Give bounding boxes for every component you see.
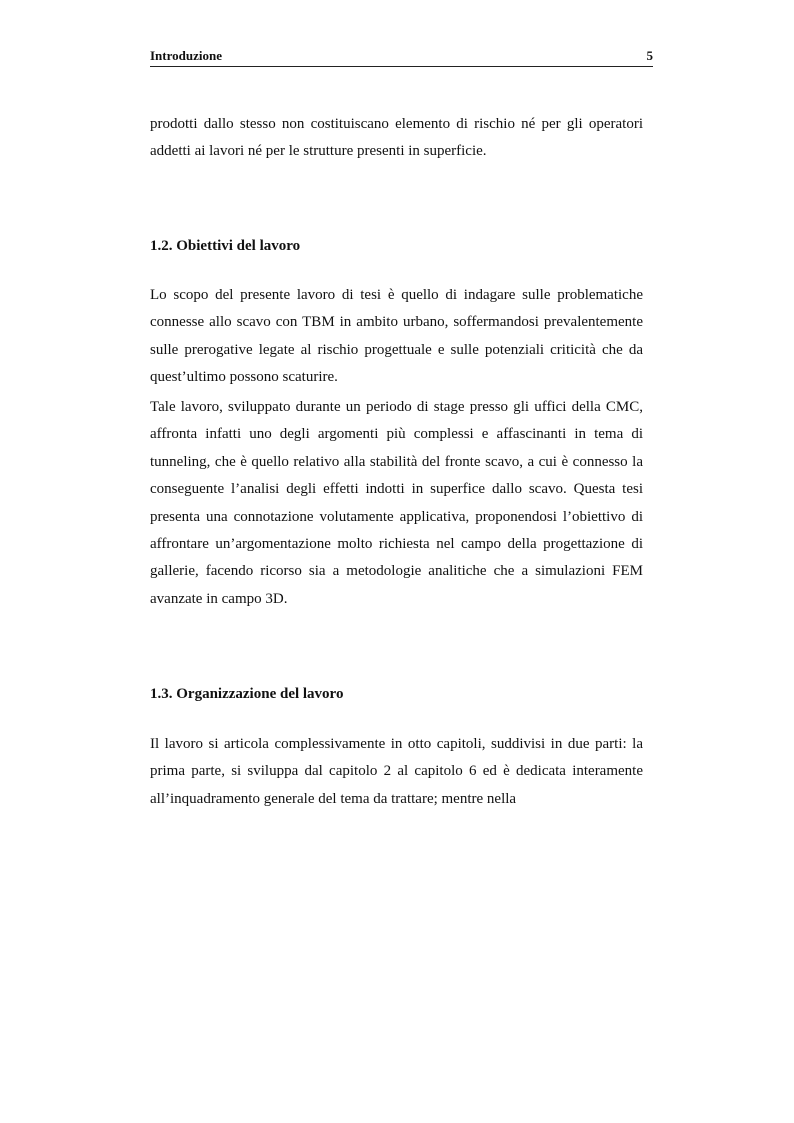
section-heading-obiettivi: 1.2. Obiettivi del lavoro	[150, 238, 301, 254]
paragraph-organizzazione: Il lavoro si articola complessivamente in otto capitoli, suddivisi in due parti: la prima parte, si sviluppa dal capitolo 2 al capitolo 6 ed è dedicata interamente all’inquadramento generale del tema da trattare; mentre nella	[150, 736, 643, 807]
continuation-paragraph: prodotti dallo stesso non costituiscano elemento di rischio né per gli operatori addetti ai lavori né per le strutture presenti in superficie.	[150, 116, 643, 160]
paragraph-tale-lavoro: Tale lavoro, sviluppato durante un periodo di stage presso gli uffici della CMC, affronta infatti uno degli argomenti più complessi e affascinanti in tema di tunneling, che è quello relativo alla stabilità del fronte scavo, a cui è connesso la conseguente l’analisi degli effetti indotti in superfice dallo scavo. Questa tesi presenta una connotazione volutamente applicativa, proponendosi l’obiettivo di affrontare un’argomentazione molto richiesta nel campo della progettazione di gallerie, facendo ricorso sia a metodologie analitiche che a simulazioni FEM avanzate in campo 3D.	[150, 399, 643, 607]
page-number: 5	[646, 48, 653, 63]
paragraph-scopo: Lo scopo del presente lavoro di tesi è quello di indagare sulle problematiche connesse allo scavo con TBM in ambito urbano, soffermandosi prevalentemente sulle prerogative legate al rischio progettuale e sulle potenziali criticità che da quest’ultimo possono scaturire.	[150, 287, 643, 386]
section-heading-organizzazione: 1.3. Organizzazione del lavoro	[150, 686, 344, 702]
chapter-title: Introduzione	[150, 48, 222, 63]
running-header	[150, 46, 653, 67]
